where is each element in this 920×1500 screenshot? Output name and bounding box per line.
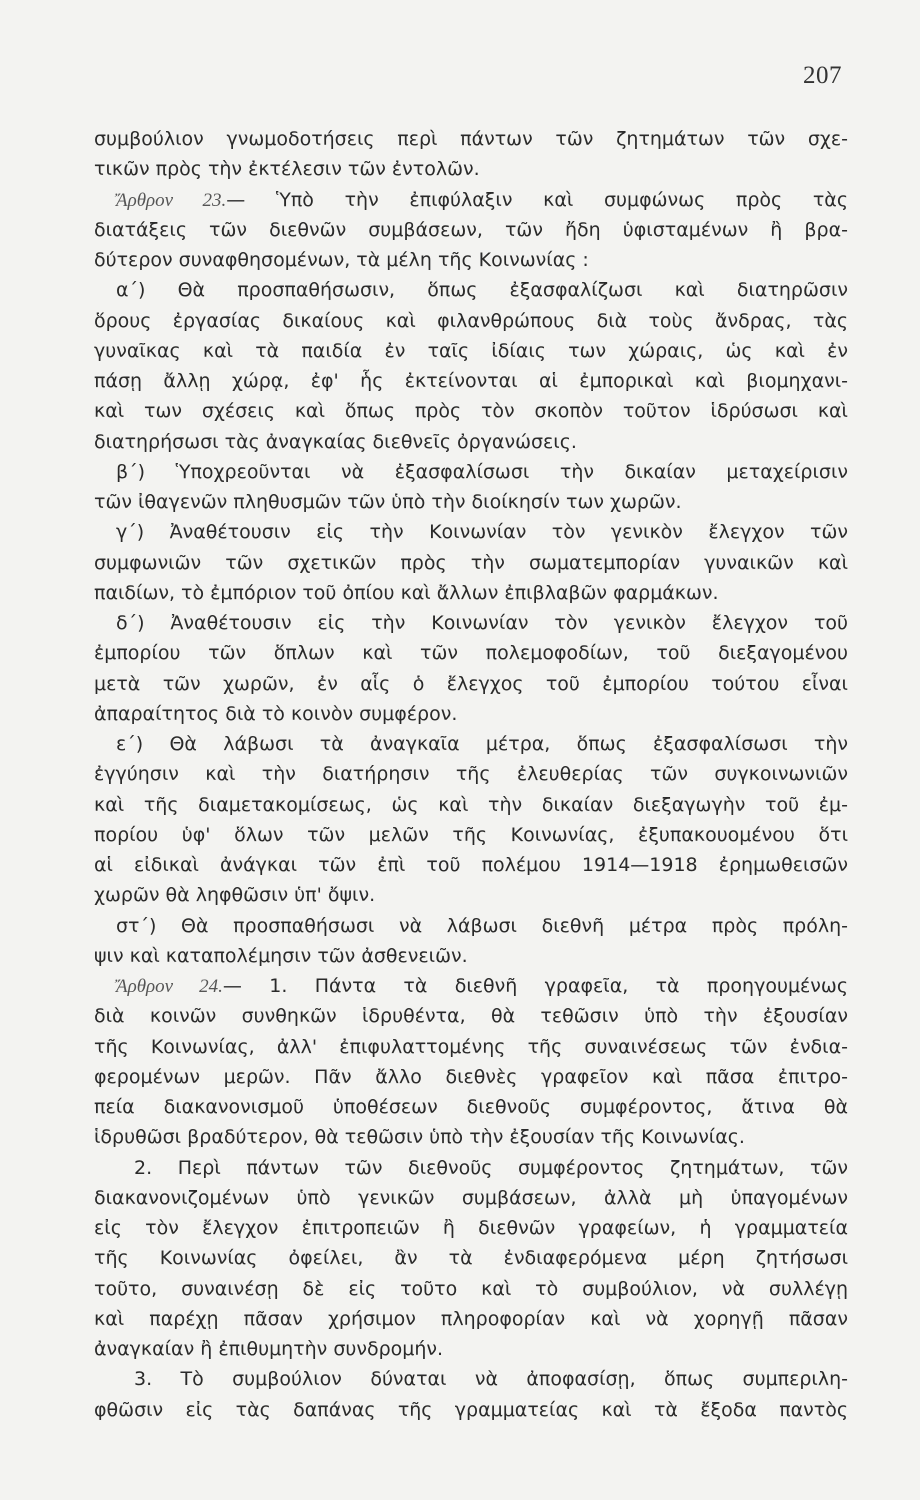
text-line: διατάξεις τῶν διεθνῶν συμβάσεων, τῶν ἤδη ὑφισταμένων ἢ βρα- — [94, 218, 848, 241]
text-line: πορίου ὑφ' ὅλων τῶν μελῶν τῆς Κοινωνίας, ἐξυπακουομένου ὅτι — [94, 823, 848, 846]
text-line: δύτερον συναφθησομένων, τὰ μέλη τῆς Κοινωνίας : — [94, 249, 589, 271]
text-line: διακανονιζομένων ὑπὸ γενικῶν συμβάσεων, ἀλλὰ μὴ ὑπαγομένων — [94, 1186, 848, 1209]
document-body — [94, 124, 848, 1425]
text-line: ἱδρυθῶσι βραδύτερον, θὰ τεθῶσιν ὑπὸ τὴν ἐξουσίαν τῆς Κοινωνίας. — [94, 1126, 745, 1149]
text-line: συμφωνιῶν τῶν σχετικῶν πρὸς τὴν σωματεμπορίαν γυναικῶν καὶ — [94, 551, 848, 574]
text-line: καὶ τῆς διαμετακομίσεως, ὡς καὶ τὴν δικαίαν διεξαγωγὴν τοῦ ἐμ- — [94, 793, 848, 816]
text-line-content: — Ὑπὸ τὴν ἐπιφύλαξιν καὶ συμφώνως πρὸς τὰς — [226, 188, 848, 211]
text-line: γ΄) Ἀναθέτουσιν εἰς τὴν Κοινωνίαν τὸν γενικὸν ἔλεγχον τῶν — [116, 521, 848, 544]
text-line: καὶ παρέχῃ πᾶσαν χρήσιμον πληροφορίαν καὶ νὰ χορηγῇ πᾶσαν — [94, 1307, 848, 1330]
text-line: ἀπαραίτητος διὰ τὸ κοινὸν συμφέρον. — [94, 702, 458, 725]
text-line: καὶ των σχέσεις καὶ ὅπως πρὸς τὸν σκοπὸν τοῦτον ἱδρύσωσι καὶ — [94, 400, 848, 423]
text-line: μετὰ τῶν χωρῶν, ἐν αἷς ὁ ἔλεγχος τοῦ ἐμπορίου τούτου εἶναι — [94, 672, 848, 695]
text-line: στ΄) Θὰ προσπαθήσωσι νὰ λάβωσι διεθνῆ μέτρα πρὸς πρόλη- — [116, 914, 848, 937]
text-line: τικῶν πρὸς τὴν ἐκτέλεσιν τῶν ἐντολῶν. — [94, 158, 480, 181]
text-line-content: — 1. Πάντα τὰ διεθνῆ γραφεῖα, τὰ προηγουμένως — [222, 975, 848, 997]
text-line: α΄) Θὰ προσπαθήσωσιν, ὅπως ἐξασφαλίζωσι καὶ διατηρῶσιν — [116, 279, 848, 302]
text-line: ἀναγκαίαν ἢ ἐπιθυμητὴν συνδρομήν. — [94, 1338, 444, 1360]
text-line: γυναῖκας καὶ τὰ παιδία ἐν ταῖς ἰδίαις των χώραις, ὡς καὶ ἐν — [94, 339, 848, 362]
text-line — [94, 971, 848, 1001]
text-line: 2. Περὶ πάντων τῶν διεθνοῦς συμφέροντος ζητημάτων, τῶν — [134, 1156, 848, 1179]
text-line: συμβούλιον γνωμοδοτήσεις περὶ πάντων τῶν ζητημάτων τῶν σχε- — [94, 128, 848, 150]
text-line: β΄) Ὑποχρεοῦνται νὰ ἐξασφαλίσωσι τὴν δικαίαν μεταχείρισιν — [116, 460, 848, 483]
text-line: ἐγγύησιν καὶ τὴν διατήρησιν τῆς ἐλευθερίας τῶν συγκοινωνιῶν — [94, 763, 848, 786]
text-line: διατηρήσωσι τὰς ἀναγκαίας διεθνεῖς ὀργανώσεις. — [94, 430, 577, 453]
text-line: τῶν ἰθαγενῶν πληθυσμῶν τῶν ὑπὸ τὴν διοίκησίν των χωρῶν. — [94, 491, 682, 513]
text-line: φερομένων μερῶν. Πᾶν ἄλλο διεθνὲς γραφεῖον καὶ πᾶσα ἐπιτρο- — [94, 1065, 848, 1088]
text-line: διὰ κοινῶν συνθηκῶν ἱδρυθέντα, θὰ τεθῶσιν ὑπὸ τὴν ἐξουσίαν — [94, 1005, 848, 1028]
text-line — [94, 185, 848, 215]
text-line: φθῶσιν εἰς τὰς δαπάνας τῆς γραμματείας καὶ τὰ ἔξοδα παντὸς — [94, 1398, 848, 1421]
text-line: τῆς Κοινωνίας ὀφείλει, ἂν τὰ ἐνδιαφερόμενα μέρη ζητήσωσι — [94, 1247, 848, 1270]
text-line: παιδίων, τὸ ἐμπόριον τοῦ ὀπίου καὶ ἄλλων ἐπιβλαβῶν φαρμάκων. — [94, 581, 719, 604]
text-line: αἱ εἰδικαὶ ἀνάγκαι τῶν ἐπὶ τοῦ πολέμου 1914—1918 ἐρημωθεισῶν — [94, 854, 848, 876]
article-heading: Ἄρθρον 24. — [116, 976, 223, 997]
text-line: ψιν καὶ καταπολέμησιν τῶν ἀσθενειῶν. — [94, 944, 468, 967]
text-line: 3. Τὸ συμβούλιον δύναται νὰ ἀποφασίσῃ, ὅπως συμπεριλη- — [134, 1368, 848, 1391]
text-line: τοῦτο, συναινέσῃ δὲ εἰς τοῦτο καὶ τὸ συμβούλιον, νὰ συλλέγῃ — [94, 1277, 848, 1300]
text-line: τῆς Κοινωνίας, ἀλλ' ἐπιφυλαττομένης τῆς συναινέσεως τῶν ἐνδια- — [94, 1035, 848, 1058]
page-number: 207 — [803, 62, 842, 89]
text-line: πεία διακανονισμοῦ ὑποθέσεων διεθνοῦς συμφέροντος, ἅτινα θὰ — [94, 1096, 848, 1118]
text-line: δ΄) Ἀναθέτουσιν εἰς τὴν Κοινωνίαν τὸν γενικὸν ἔλεγχον τοῦ — [116, 612, 848, 634]
text-line: ε΄) Θὰ λάβωσι τὰ ἀναγκαῖα μέτρα, ὅπως ἐξασφαλίσωσι τὴν — [116, 733, 848, 755]
text-line: χωρῶν θὰ ληφθῶσιν ὑπ' ὄψιν. — [94, 884, 376, 907]
text-line: πάσῃ ἄλλῃ χώρᾳ, ἐφ' ἧς ἐκτείνονται αἱ ἐμπορικαὶ καὶ βιομηχανι- — [94, 370, 848, 392]
text-line: ἐμπορίου τῶν ὅπλων καὶ τῶν πολεμοφοδίων, τοῦ διεξαγομένου — [94, 642, 848, 665]
article-heading: Ἄρθρον 23. — [116, 189, 227, 211]
text-line: εἰς τὸν ἔλεγχον ἐπιτροπειῶν ἢ διεθνῶν γραφείων, ἡ γραμματεία — [94, 1217, 848, 1239]
text-line: ὅρους ἐργασίας δικαίους καὶ φιλανθρώπους διὰ τοὺς ἄνδρας, τὰς — [94, 309, 848, 332]
